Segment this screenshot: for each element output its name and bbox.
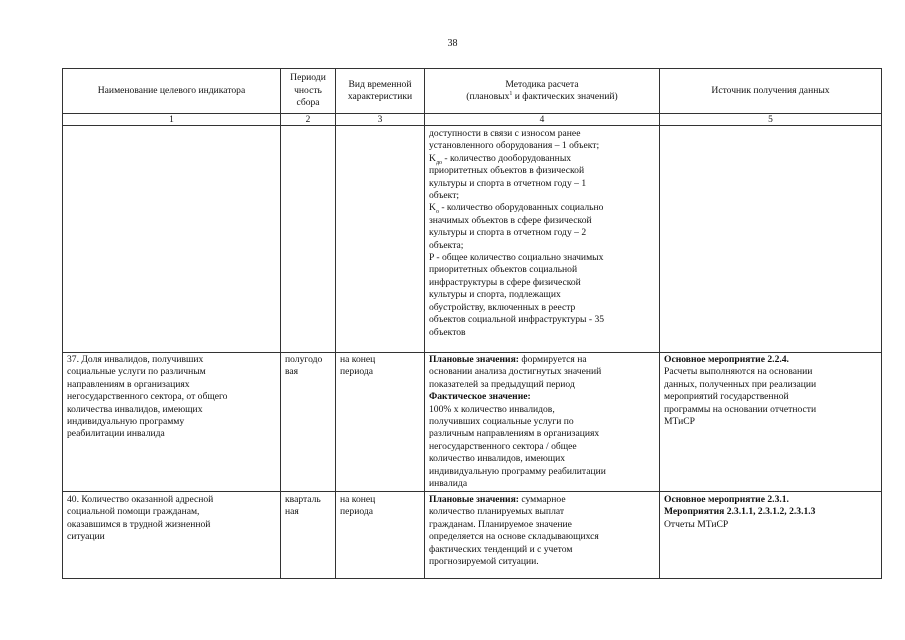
cell-method — [425, 126, 660, 353]
time-line: на конец — [340, 354, 376, 365]
method-line: объектов социальной инфраструктуры - 35 — [429, 314, 605, 326]
time-line: на конец — [340, 494, 376, 505]
table-header-row — [63, 69, 882, 114]
method-line: культуры и спорта в отчетном году – 1 — [429, 177, 587, 189]
source-line: мероприятий государственной — [664, 391, 789, 403]
method-line: культуры и спорта, подлежащих — [429, 289, 561, 301]
cell-periodicity — [281, 126, 336, 353]
source-line: Расчеты выполняются на основании — [664, 366, 813, 378]
kdo-letter: K — [429, 152, 436, 164]
cell-time-characteristic — [336, 492, 425, 579]
method-line: гражданам. Планируемое значение — [429, 518, 572, 530]
periodicity-line: полугодо — [285, 354, 323, 365]
method-line-ko — [429, 202, 655, 214]
table-row-indicator-37 — [63, 353, 882, 492]
cell-source — [660, 126, 882, 353]
plan-text: суммарное — [518, 494, 566, 505]
method-line: 100% х количество инвалидов, — [429, 403, 555, 415]
header-periodicity-line: Периоди — [290, 72, 326, 84]
source-line: Отчеты МТиСР — [664, 518, 729, 530]
plan-text: формируется на — [518, 354, 587, 365]
method-line-kdo — [429, 153, 655, 165]
method-line: определяется на основе складывающихся — [429, 531, 599, 543]
column-numbers-row — [63, 114, 882, 126]
ko-text: - количество оборудованных социально — [438, 202, 604, 214]
method-line: получивших социальные услуги по — [429, 416, 574, 428]
method-line: обустройству, включенных в реестр — [429, 301, 576, 313]
periodicity-line: кварталь — [285, 494, 321, 505]
indicator-line: 40. Количество оказанной адресной — [67, 494, 214, 505]
fact-label: Фактическое значение: — [429, 391, 531, 403]
method-line: приоритетных объектов в физической — [429, 165, 585, 177]
cell-indicator — [63, 353, 281, 492]
header-indicator-name: Наименование целевого индикатора — [63, 69, 281, 114]
cell-method — [425, 492, 660, 579]
source-line: программы на основании отчетности — [664, 403, 817, 415]
method-line: объект; — [429, 190, 460, 202]
cell-source — [660, 353, 882, 492]
kdo-text: - количество дооборудованных — [442, 152, 572, 164]
method-line: количество инвалидов, имеющих — [429, 453, 566, 465]
header-periodicity — [281, 69, 336, 114]
column-number: 3 — [336, 114, 425, 126]
header-time-characteristic — [336, 69, 425, 114]
indicator-line: социальной помощи гражданам, — [67, 506, 200, 518]
method-line: основании анализа достигнутых значений — [429, 366, 602, 378]
header-time-line: характеристики — [347, 91, 413, 102]
plan-label: Плановые значения: — [429, 494, 519, 505]
method-line: количество планируемых выплат — [429, 506, 565, 518]
column-number: 2 — [281, 114, 336, 126]
indicator-line: социальные услуги по различным — [67, 366, 206, 378]
method-line: различным направлениям в организациях — [429, 428, 600, 440]
method-line: негосударственного сектора / общее — [429, 440, 577, 452]
column-number: 5 — [660, 114, 882, 126]
footnote-marker: 1 — [509, 90, 513, 97]
method-line: объектов — [429, 326, 466, 338]
indicator-line: реабилитации инвалида — [67, 428, 165, 440]
indicators-table — [62, 68, 882, 579]
periodicity-line: вая — [285, 366, 299, 378]
cell-time-characteristic — [336, 126, 425, 353]
indicator-line: ситуации — [67, 531, 105, 543]
method-line: установленного оборудования – 1 объект; — [429, 140, 600, 152]
header-periodicity-line: чность — [294, 84, 322, 96]
plan-label: Плановые значения: — [429, 354, 519, 365]
time-line: периода — [340, 506, 373, 518]
indicator-line: оказавшимся в трудной жизненной — [67, 518, 211, 530]
table-row-indicator-40 — [63, 492, 882, 579]
header-data-source: Источник получения данных — [660, 69, 882, 114]
cell-indicator — [63, 492, 281, 579]
page-number: 38 — [447, 38, 458, 49]
cell-periodicity — [281, 353, 336, 492]
method-line: инвалида — [429, 478, 468, 490]
header-periodicity-line: сбора — [296, 97, 320, 109]
method-plan-line — [429, 494, 655, 506]
method-line: объекта; — [429, 239, 464, 251]
cell-periodicity — [281, 492, 336, 579]
method-line: показателей за предыдущий период — [429, 378, 575, 390]
indicator-line: негосударственного сектора, от общего — [67, 391, 228, 403]
cell-source — [660, 492, 882, 579]
header-method-line2 — [429, 91, 655, 103]
cell-time-characteristic — [336, 353, 425, 492]
source-event-title: Основное мероприятие 2.2.4. — [664, 354, 789, 365]
indicator-line: индивидуальную программу — [67, 416, 185, 428]
header-method-plan-text: (плановых — [466, 91, 510, 102]
indicator-line: 37. Доля инвалидов, получивших — [67, 354, 204, 365]
method-line: доступности в связи с износом ранее — [429, 128, 581, 139]
source-line: данных, полученных при реализации — [664, 378, 817, 390]
column-number: 1 — [63, 114, 281, 126]
periodicity-line: ная — [285, 506, 299, 518]
ko-subscript: о — [435, 209, 439, 216]
indicator-line: количества инвалидов, имеющих — [67, 403, 203, 415]
method-line: индивидуальную программу реабилитации — [429, 465, 606, 477]
table-row-continuation — [63, 126, 882, 353]
cell-method — [425, 353, 660, 492]
header-method — [425, 69, 660, 114]
time-line: периода — [340, 366, 373, 378]
method-line: прогнозируемой ситуации. — [429, 556, 539, 568]
header-method-line1: Методика расчета — [505, 78, 579, 90]
header-method-fact-text: и фактических значений) — [512, 91, 618, 102]
method-line: P - общее количество социально значимых — [429, 252, 604, 264]
method-plan-line — [429, 354, 655, 366]
ko-letter: K — [429, 202, 436, 214]
column-number: 4 — [425, 114, 660, 126]
source-line: МТиСР — [664, 416, 696, 428]
indicator-line: направлениям в организациях — [67, 378, 190, 390]
method-line: культуры и спорта в отчетном году – 2 — [429, 227, 587, 239]
header-time-line: Вид временной — [348, 78, 412, 90]
method-line: значимых объектов в сфере физической — [429, 214, 592, 226]
method-line: фактических тенденций и с учетом — [429, 543, 573, 555]
source-event-title: Основное мероприятие 2.3.1. — [664, 494, 789, 505]
method-line: инфраструктуры в сфере физической — [429, 276, 581, 288]
cell-indicator — [63, 126, 281, 353]
method-line: приоритетных объектов социальной — [429, 264, 578, 276]
source-event-title: Мероприятия 2.3.1.1, 2.3.1.2, 2.3.1.3 — [664, 506, 816, 518]
kdo-subscript: до — [435, 159, 442, 166]
